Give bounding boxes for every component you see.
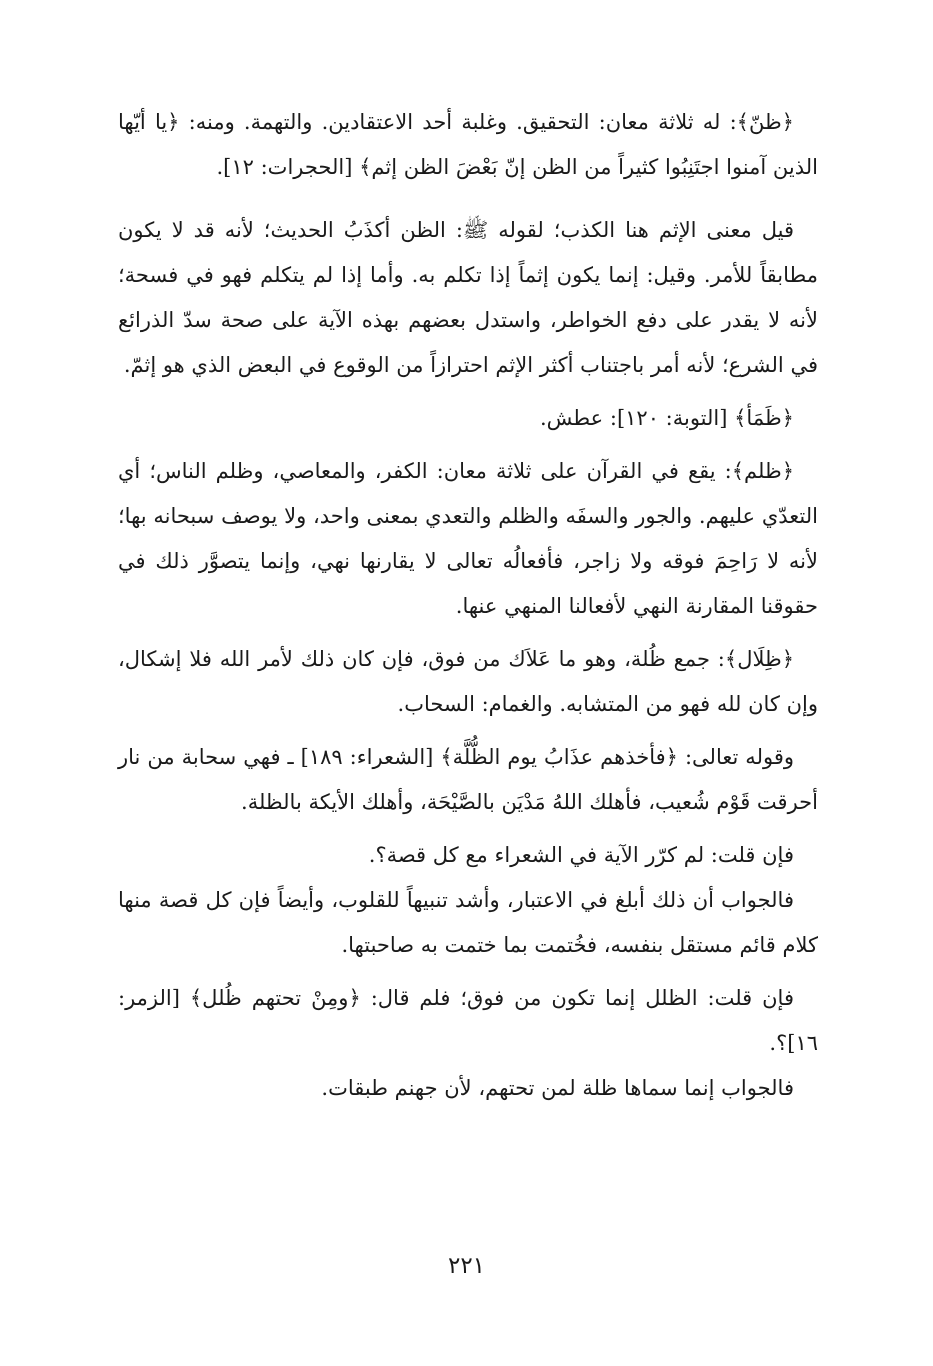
paragraph-ithm-meaning: قيل معنى الإثم هنا الكذب؛ لقوله ﷺ: الظن أكذَبُ الحديث؛ لأنه قد لا يكون مطابقاً للأمر. وقيل: إنما يكون إثماً إذا تكلم به. وأما إذا لم يتكلم فهو في فسحة؛ لأنه لا يقدر على دفع الخواطر، واستدل بعضهم بهذه الآية على صحة سدّ الذرائع في الشرع؛ لأنه أمر باجتناب أكثر الإثم احترازاً من الوقوع في البعض الذي هو إثمّ. bbox=[118, 218, 818, 377]
paragraph-dhann: ﴿ظنّ﴾: له ثلاثة معان: التحقيق. وغلبة أحد الاعتقادين. والتهمة. ومنه: ﴿يا أيّها الذين آمنوا اجتَنِبُوا كثيراً من الظن إنّ بَعْضَ الظن إثم﴾ [الحجرات: ١٢]. bbox=[118, 110, 818, 179]
paragraph-dhulla: وقوله تعالى: ﴿فأخذهم عذَابُ يوم الظُّلَّة﴾ [الشعراء: ١٨٩] ـ فهي سحابة من نار أحرقت قَوْم شُعيب، فأهلك اللهُ مَدْيَن بالصَّيْحَة، وأهلك الأيكة بالظلة. bbox=[118, 745, 818, 814]
paragraph-question-below: فإن قلت: الظلل إنما تكون من فوق؛ فلم قال: ﴿ومِنْ تحتهم ظُلل﴾ [الزمر: ١٦]؟. bbox=[118, 986, 818, 1055]
page-number: ٢٢١ bbox=[447, 1253, 486, 1279]
paragraph-dhama: ﴿ظَمَأ﴾ [التوبة: ١٢٠]: عطش. bbox=[539, 406, 794, 430]
paragraph-answer-repeat: فالجواب أن ذلك أبلغ في الاعتبار، وأشد تنبيهاً للقلوب، وأيضاً فإن كل قصة منها كلام قائم مستقل بنفسه، فخُتمت بما ختمت به صاحبتها. bbox=[118, 888, 818, 957]
page-body bbox=[118, 100, 818, 1111]
paragraph-question-repeat: فإن قلت: لم كرّر الآية في الشعراء مع كل قصة؟. bbox=[368, 843, 794, 867]
paragraph-dhilal: ﴿ظِلَال﴾: جمع ظُلة، وهو ما عَلاَك من فوق، فإن كان ذلك لأمر الله فلا إشكال، وإن كان لله فهو من المتشابه. والغمام: السحاب. bbox=[118, 647, 818, 716]
paragraph-dhulm: ﴿ظلم﴾: يقع في القرآن على ثلاثة معان: الكفر، والمعاصي، وظلم الناس؛ أي التعدّي عليهم. والجور والسفَه والظلم والتعدي بمعنى واحد، ولا يوصف سبحانه بها؛ لأنه لا رَاحِمَ فوقه ولا زاجر، فأفعالُه تعالى لا يقارنها نهي، وإنما يتصوَّر ذلك في حقوقنا المقارنة النهي لأفعالنا المنهي عنها. bbox=[118, 459, 818, 618]
paragraph-answer-below: فالجواب إنما سماها ظلة لمن تحتهم، لأن جهنم طبقات. bbox=[321, 1076, 794, 1100]
